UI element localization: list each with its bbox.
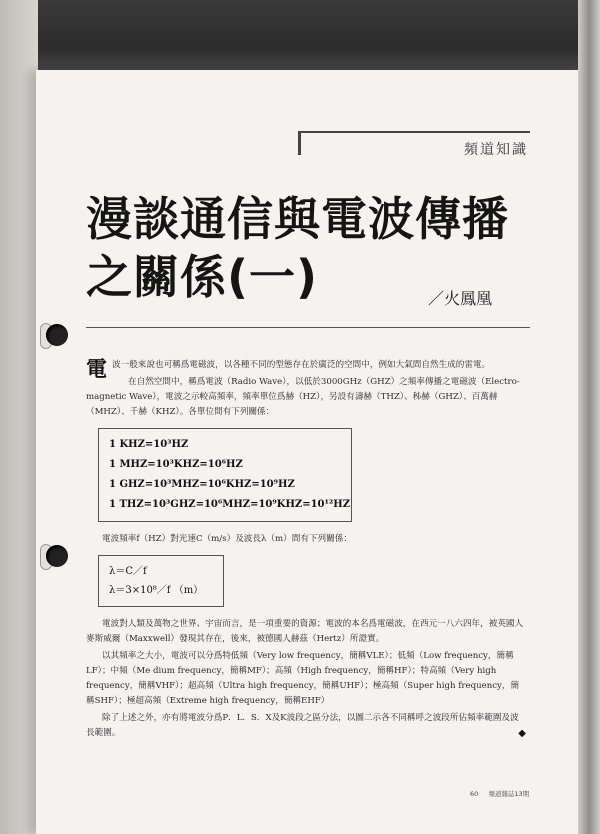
unit-relation-row: 1 MHZ=10³KHZ=10⁶HZ <box>109 459 243 470</box>
title-divider <box>86 327 530 328</box>
publication-name: 頻道雜誌13期 <box>488 790 530 798</box>
paragraph-history: 電波對人類及萬物之世界、宇宙而言，是一項重要的資源；電波的本名爲電磁波，在西元一八六四年，被英國人麥斯威爾（Maxxwell）發現其存在，後來，被德國人赫茲（Hertz）所證實。 <box>86 619 524 644</box>
unit-relation-row: 1 GHZ=10³MHZ=10⁶KHZ=10⁹HZ <box>109 479 295 490</box>
page-number: 60 <box>470 790 479 798</box>
scan-shadow-left <box>0 0 38 834</box>
section-header-bar <box>298 131 301 155</box>
paragraph-intro-text: 波一般來說也可稱爲電磁波，以各種不同的型態存在於廣泛的空間中，例如大氣間自然生成的雷電。 <box>112 360 491 370</box>
unit-relation-row: 1 THZ=10³GHZ=10⁶MHZ=10⁹KHZ=10¹²HZ <box>109 499 351 510</box>
paragraph-units: 在自然空間中，稱爲電波（Radio Wave），以低於3000GHz（GHZ）之頻率傳播之電磁波（Electro-magnetic Wave），電波之示較高頻率，頻率單位爲赫（HZ），另設有濤赫（THZ）、秭赫（GHZ）、百萬赫（MHZ）、千赫（KHZ）。各單位間有下列關係： <box>86 377 520 417</box>
paragraph-band-letters-text: 除了上述之外，亦有將電波分爲P．L．S．X及K波段之區分法，以圖二示各不同稱呼之波段所佔頻率範圍及波長範圍。 <box>86 713 519 738</box>
section-header <box>298 131 530 159</box>
paragraph-intro <box>86 356 526 381</box>
paragraph-band-letters <box>86 711 526 741</box>
formula-row: λ＝3×10⁸／f （m） <box>109 585 204 596</box>
article-title-line1: 漫談通信與電波傳播 <box>86 192 509 246</box>
binder-hole-top <box>46 324 68 346</box>
section-label: 頻道知識 <box>464 142 528 158</box>
binder-hole-bottom <box>46 545 68 567</box>
page-binding-edge <box>578 0 600 834</box>
unit-relation-row: 1 KHZ=10³HZ <box>109 439 189 450</box>
formula-row: λ＝C／f <box>109 566 147 577</box>
end-mark-icon: ◆ <box>518 728 526 739</box>
paragraph-bands: 以其頻率之大小，電波可以分爲特低頻（Very low frequency，簡稱VLE）；低頻（Low frequency，簡稱LF）；中頻（Me dium frequency，簡稱MF）；高頻（High frequency，簡稱HF）；特高頻（Very high frequency，簡稱VHF）；超高頻（Ultra high frequency，簡稱UHF）；極高頻（Super high frequency，簡稱SHF）；極超高頻（Extreme high frequency，簡稱EHF） <box>86 651 520 706</box>
drop-cap: 電 <box>86 356 107 381</box>
page-footer <box>470 789 529 798</box>
article-body <box>86 358 526 743</box>
article-author: ／火鳳凰 <box>428 289 493 308</box>
paragraph-formula-intro: 電波頻率f（HZ）對光速C（m/s）及波長λ（m）間有下列關係： <box>102 534 352 544</box>
wavelength-formula-box <box>98 555 224 607</box>
unit-relation-box <box>98 428 352 522</box>
article-title-line2: 之關係(一) <box>86 250 319 304</box>
